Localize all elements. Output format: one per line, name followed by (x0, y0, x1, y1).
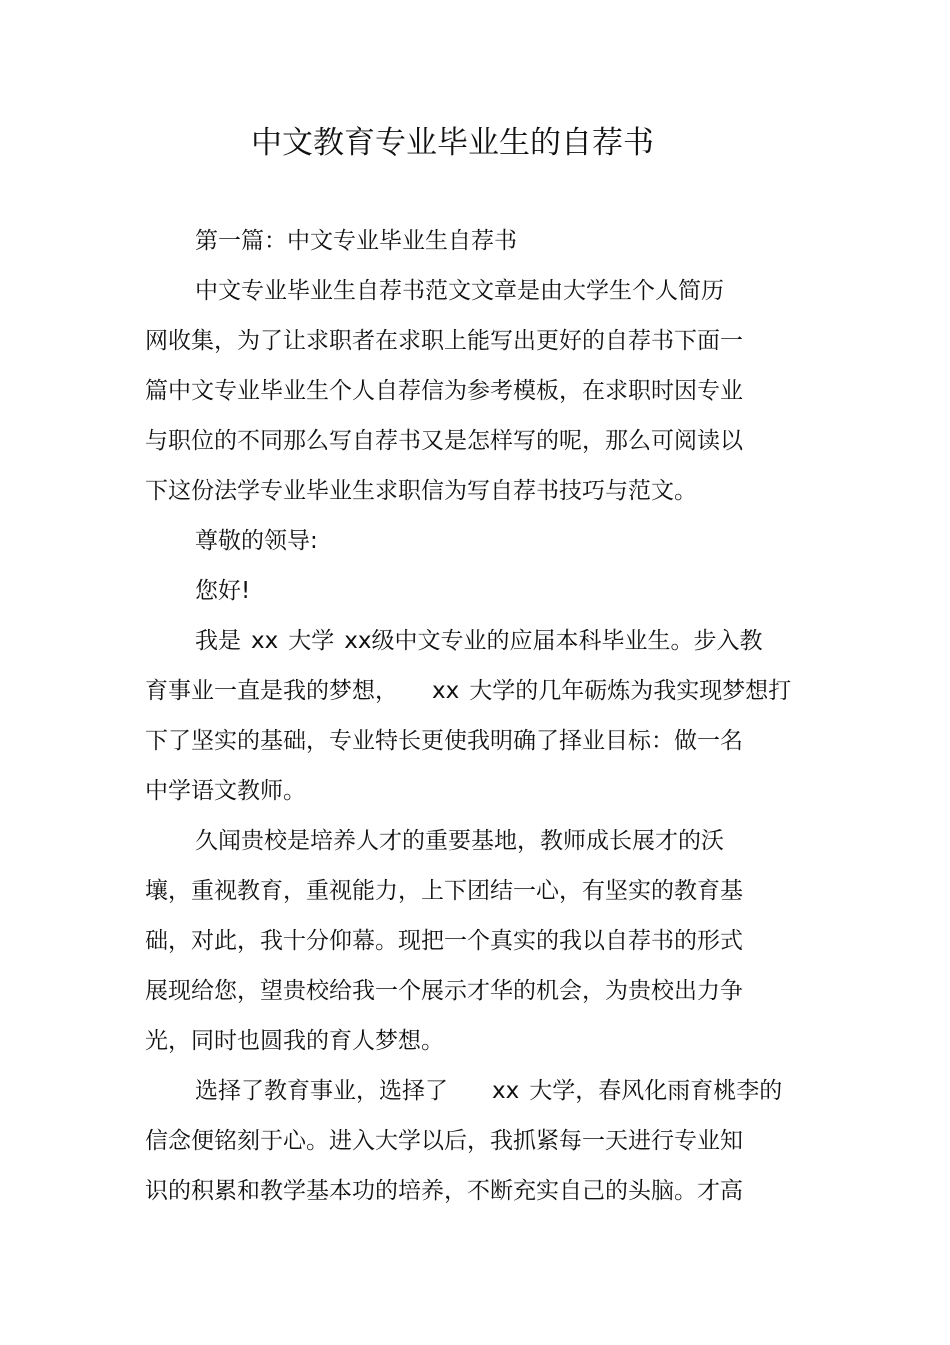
intro-line-3: 篇中文专业毕业生个人自荐信为参考模板，在求职时因专业 (145, 378, 743, 404)
p1-placeholder-2: xx (344, 628, 372, 654)
paragraph-2-line-4: 展现给您，望贵校给我一个展示才华的机会，为贵校出力争 (145, 978, 743, 1004)
p1-placeholder-3: xx (432, 678, 460, 704)
p1-text-l2a: 育事业一直是我的梦想， (145, 678, 398, 704)
paragraph-1-line-4: 中学语文教师。 (145, 778, 306, 804)
paragraph-3-line-2: 信念便铭刻于心。进入大学以后，我抓紧每一天进行专业知 (145, 1128, 743, 1154)
p1-text-a: 我是 (195, 628, 241, 654)
paragraph-3-line-3: 识的积累和教学基本功的培养，不断充实自己的头脑。才高 (145, 1178, 743, 1204)
intro-line-4: 与职位的不同那么写自荐书又是怎样写的呢，那么可阅读以 (145, 428, 743, 454)
paragraph-1-line-2 (145, 675, 791, 707)
intro-line-5: 下这份法学专业毕业生求职信为写自荐书技巧与范文。 (145, 478, 697, 504)
paragraph-1-line-1 (195, 625, 762, 657)
p1-text-l2c: 大学的几年砺炼为我实现梦想打 (469, 678, 792, 704)
p3-text-a: 选择了教育事业，选择了 (195, 1078, 448, 1104)
p3-text-c: 大学，春风化雨育桃李的 (529, 1078, 783, 1104)
paragraph-2-line-3: 础，对此，我十分仰幕。现把一个真实的我以自荐书的形式 (145, 928, 743, 954)
section-heading: 第一篇：中文专业毕业生自荐书 (195, 228, 517, 254)
greeting: 您好! (195, 578, 251, 604)
p1-text-e: 级中文专业的应届本科毕业生。步入教 (371, 628, 763, 654)
paragraph-2-line-1: 久闻贵校是培养人才的重要基地，教师成长展才的沃 (195, 828, 724, 854)
salutation: 尊敬的领导: (195, 528, 318, 554)
p3-placeholder-1: xx (492, 1078, 520, 1104)
paragraph-1-line-3: 下了坚实的基础，专业特长更使我明确了择业目标：做一名 (145, 728, 743, 754)
p1-text-c: 大学 (288, 628, 335, 654)
paragraph-2-line-5: 光，同时也圆我的育人梦想。 (145, 1028, 444, 1054)
p1-placeholder-1: xx (251, 628, 279, 654)
intro-line-2: 网收集，为了让求职者在求职上能写出更好的自荐书下面一 (145, 328, 743, 354)
intro-line-1: 中文专业毕业生自荐书范文文章是由大学生个人简历 (195, 278, 724, 304)
document-title: 中文教育专业毕业生的自荐书 (251, 125, 654, 161)
paragraph-3-line-1 (195, 1075, 782, 1107)
paragraph-2-line-2: 壤，重视教育，重视能力，上下团结一心，有坚实的教育基 (145, 878, 743, 904)
